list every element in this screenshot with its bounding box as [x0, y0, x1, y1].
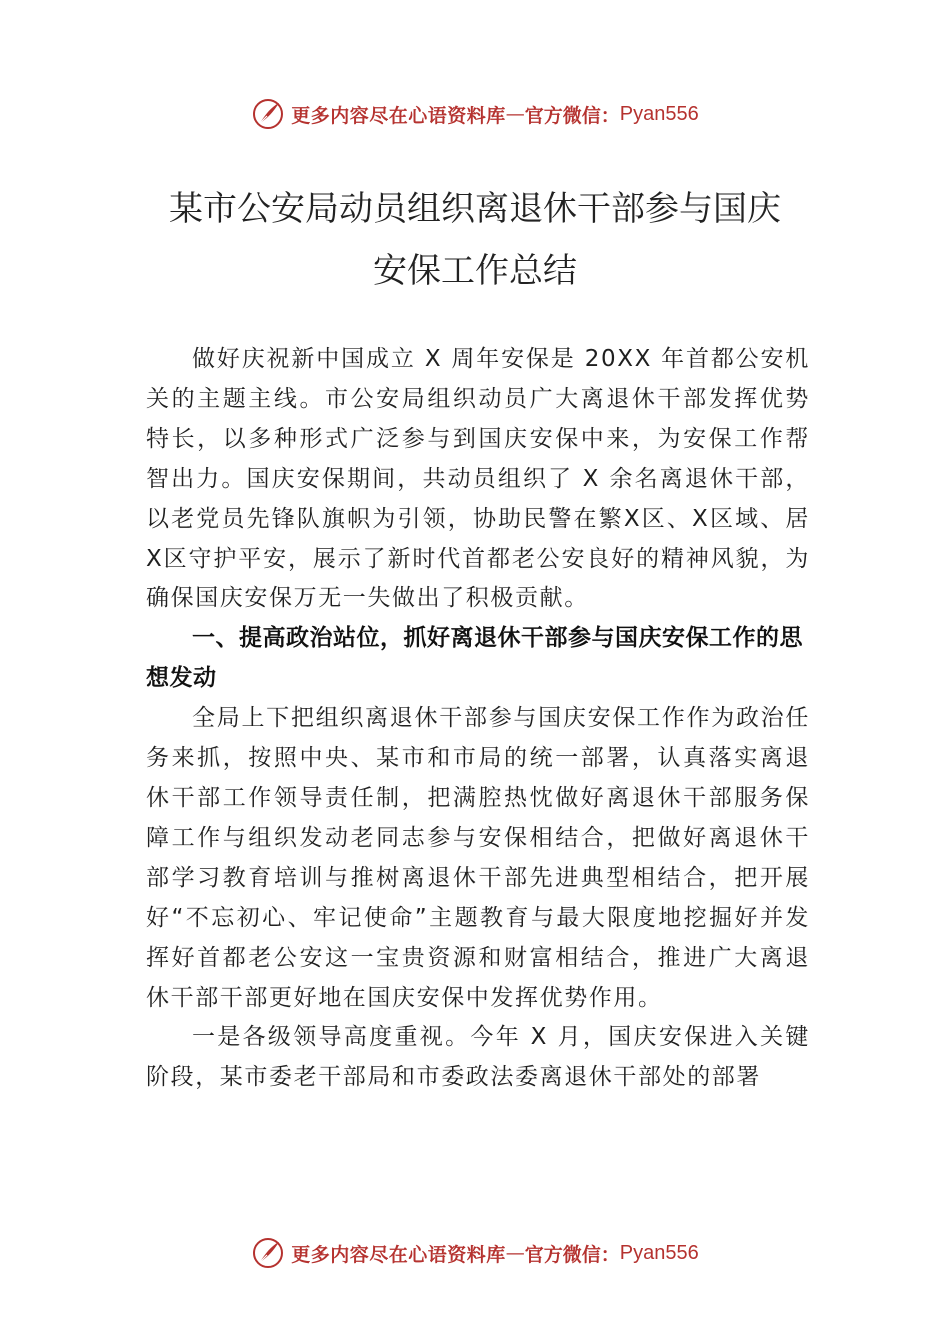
paragraph-section-1: 全局上下把组织离退休干部参与国庆安保工作作为政治任务来抓，按照中央、某市和市局的统一部署，认真落实离退休干部工作领导责任制，把满腔热忱做好离退休干部服务保障工作与组织发动老同志参与安保相结合，把做好离退休干部学习教育培训与推树离退休干部先进典型相结合，把开展好“不忘初心、牢记使命”主题教育与最大限度地挖掘好并发挥好首都老公安这一宝贵资源和财富相结合，推进广大离退休干部干部更好地在国庆安保中发挥优势作用。 — [146, 705, 810, 1011]
section-heading-1: 一、提高政治站位，抓好离退休干部参与国庆安保工作的思想发动 — [146, 625, 803, 692]
footer-watermark-banner — [0, 1233, 950, 1273]
banner-text: 更多内容尽在心语资料库 — [291, 104, 506, 127]
banner-separator: — — [505, 103, 525, 125]
document-title-line-2: 安保工作总结 — [373, 251, 577, 291]
banner-text: 更多内容尽在心语资料库 — [291, 1243, 506, 1266]
paragraph-intro: 做好庆祝新中国成立 X 周年安保是 20XX 年首都公安机关的主题主线。市公安局组织动员广大离退休干部发挥优势特长，以多种形式广泛参与到国庆安保中来，为安保工作帮智出力。国庆安保期间，共动员组织了 X 余名离退休干部，以老党员先锋队旗帜为引领，协助民警在繁X区、X区域、居X区守护平安，展示了新时代首都老公安良好的精神风貌，为确保国庆安保万无一失做出了积极贡献。 — [146, 346, 810, 612]
banner-wechat-id: Pyan556 — [619, 1241, 699, 1264]
banner-wechat-label: 官方微信： — [524, 1243, 620, 1266]
document-body — [146, 340, 810, 1098]
paragraph-leadership: 一是各级领导高度重视。今年 X 月，国庆安保进入关键阶段，某市委老干部局和市委政法委离退休干部处的部署 — [146, 1024, 810, 1091]
quill-logo-icon — [251, 1236, 285, 1270]
banner-wechat-label: 官方微信： — [524, 104, 620, 127]
document-title-line-1: 某市公安局动员组织离退休干部参与国庆 — [169, 189, 781, 229]
quill-logo-icon — [251, 97, 285, 131]
banner-wechat-id: Pyan556 — [619, 102, 699, 125]
banner-separator: — — [505, 1242, 525, 1264]
header-watermark-banner — [0, 94, 950, 134]
